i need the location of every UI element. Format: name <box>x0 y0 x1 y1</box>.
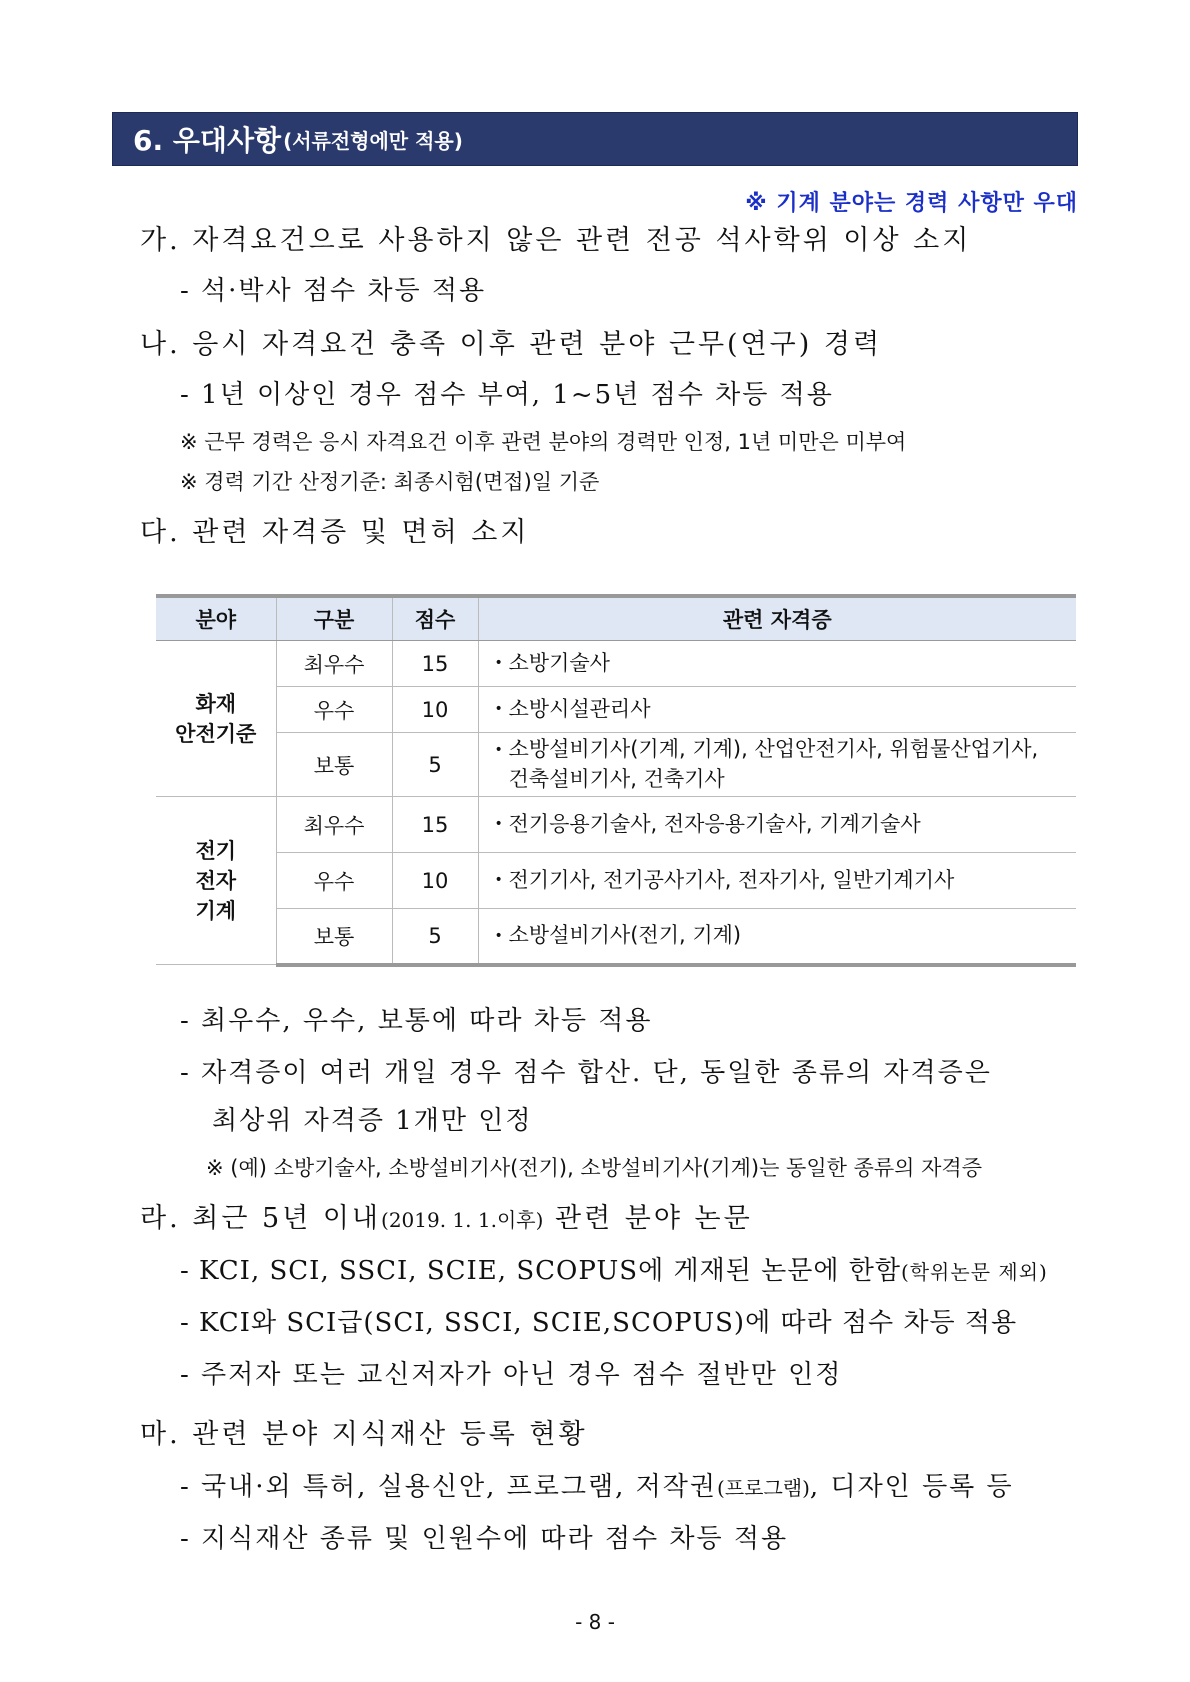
item-na-title: 나. 응시 자격요건 충족 이후 관련 분야 근무(연구) 경력 <box>140 329 883 360</box>
item-da-sub2-line1: - 자격증이 여러 개일 경우 점수 합산. 단, 동일한 종류의 자격증은 <box>180 1058 992 1088</box>
score-cell: 5 <box>392 909 478 965</box>
item-na-note1: ※ 근무 경력은 응시 자격요건 이후 관련 분야의 경력만 인정, 1년 미만은 미부여 <box>180 430 907 454</box>
grade-cell: 우수 <box>276 853 392 909</box>
field-line: 전기 <box>195 838 237 863</box>
certs-cell <box>478 909 1076 965</box>
grade-cell: 우수 <box>276 687 392 733</box>
item-ma-title: 마. 관련 분야 지식재산 등록 현황 <box>140 1419 588 1450</box>
table-row <box>156 797 1076 853</box>
header-certs: 관련 자격증 <box>478 596 1076 641</box>
section-title-suffix: (서류전형에만 적용) <box>283 128 463 153</box>
item-ga-title: 가. 자격요건으로 사용하지 않은 관련 전공 석사학위 이상 소지 <box>140 225 972 256</box>
certs-text: 건축설비기사, 건축기사 <box>508 766 725 791</box>
item-ra-title-main: 라. 최근 5년 이내 <box>140 1203 382 1234</box>
score-cell: 10 <box>392 853 478 909</box>
field-line: 전자 <box>195 868 237 893</box>
section-header <box>112 112 1078 166</box>
item-na-note2: ※ 경력 기간 산정기준: 최종시험(면접)일 기준 <box>180 470 600 494</box>
table-row <box>156 641 1076 687</box>
item-ra-sub2: - KCI와 SCI급(SCI, SSCI, SCIE,SCOPUS)에 따라 점수 차등 적용 <box>180 1308 1018 1338</box>
table-row <box>156 733 1076 797</box>
item-da-sub1: - 최우수, 우수, 보통에 따라 차등 적용 <box>180 1006 653 1036</box>
grade-cell: 최우수 <box>276 797 392 853</box>
field-line: 화재 <box>195 691 237 716</box>
bullet-icon: • <box>494 741 503 758</box>
header-score: 점수 <box>392 596 478 641</box>
certs-text: 전기기사, 전기공사기사, 전자기사, 일반기계기사 <box>508 867 955 892</box>
bullet-icon: • <box>494 927 503 944</box>
item-ma-sub2: - 지식재산 종류 및 인원수에 따라 점수 차등 적용 <box>180 1524 789 1554</box>
header-grade: 구분 <box>276 596 392 641</box>
bullet-icon: • <box>494 872 503 889</box>
certs-text: 소방기술사 <box>508 650 610 675</box>
certs-text: 전기응용기술사, 전자응용기술사, 기계기술사 <box>508 811 921 836</box>
certs-text: 소방설비기사(전기, 기계) <box>508 923 742 947</box>
table-row <box>156 853 1076 909</box>
item-ma-sub1-small: (프로그램) <box>717 1476 810 1500</box>
table-header-row <box>156 596 1076 641</box>
field-line: 기계 <box>195 898 237 923</box>
item-da-sub2-line2: 최상위 자격증 1개만 인정 <box>212 1106 533 1136</box>
item-ra-sub1-note: (학위논문 제외) <box>900 1260 1048 1284</box>
certs-cell <box>478 797 1076 853</box>
item-ma-sub1-end: , 디자인 등록 등 <box>809 1472 1014 1502</box>
item-ma-sub1 <box>180 1466 1014 1503</box>
item-ra-sub3: - 주저자 또는 교신저자가 아닌 경우 점수 절반만 인정 <box>180 1360 843 1390</box>
certificate-table <box>156 594 1076 967</box>
table-row <box>156 687 1076 733</box>
bullet-icon: • <box>494 655 503 672</box>
score-cell: 15 <box>392 641 478 687</box>
item-ra-title-date: (2019. 1. 1.이후) <box>381 1208 544 1232</box>
top-note: ※ 기계 분야는 경력 사항만 우대 <box>745 191 1078 216</box>
bullet-icon: • <box>494 701 503 718</box>
score-cell: 10 <box>392 687 478 733</box>
page-number: - 8 - <box>575 1610 615 1634</box>
item-da-note: ※ (예) 소방기술사, 소방설비기사(전기), 소방설비기사(기계)는 동일한 종류의 자격증 <box>206 1156 982 1180</box>
section-title: 6. 우대사항 <box>133 124 282 157</box>
item-na-sub: - 1년 이상인 경우 점수 부여, 1~5년 점수 차등 적용 <box>180 380 834 410</box>
certs-text: 소방설비기사(기계, 기계), 산업안전기사, 위험물산업기사, <box>508 737 1039 762</box>
score-cell: 15 <box>392 797 478 853</box>
field-electrical <box>156 797 276 965</box>
item-ra-title <box>140 1196 753 1235</box>
field-line: 안전기준 <box>175 721 257 746</box>
header-field: 분야 <box>156 596 276 641</box>
certs-cell <box>478 853 1076 909</box>
certs-cell <box>478 687 1076 733</box>
item-ra-sub1-main: - KCI, SCI, SSCI, SCIE, SCOPUS에 게재된 논문에 한함 <box>180 1256 901 1286</box>
grade-cell: 최우수 <box>276 641 392 687</box>
grade-cell: 보통 <box>276 909 392 965</box>
certs-cell <box>478 641 1076 687</box>
bullet-icon: • <box>494 816 503 833</box>
field-fire-safety <box>156 641 276 797</box>
item-da-title: 다. 관련 자격증 및 면허 소지 <box>140 517 530 548</box>
item-ra-sub1 <box>180 1250 1048 1287</box>
table-row <box>156 909 1076 965</box>
certs-cell <box>478 733 1076 797</box>
item-ra-title-end: 관련 분야 논문 <box>543 1203 753 1234</box>
item-ga-sub: - 석·박사 점수 차등 적용 <box>180 276 487 306</box>
score-cell: 5 <box>392 733 478 797</box>
certs-text: 소방시설관리사 <box>508 696 651 721</box>
item-ma-sub1-main: - 국내·외 특허, 실용신안, 프로그램, 저작권 <box>180 1472 718 1502</box>
grade-cell: 보통 <box>276 733 392 797</box>
